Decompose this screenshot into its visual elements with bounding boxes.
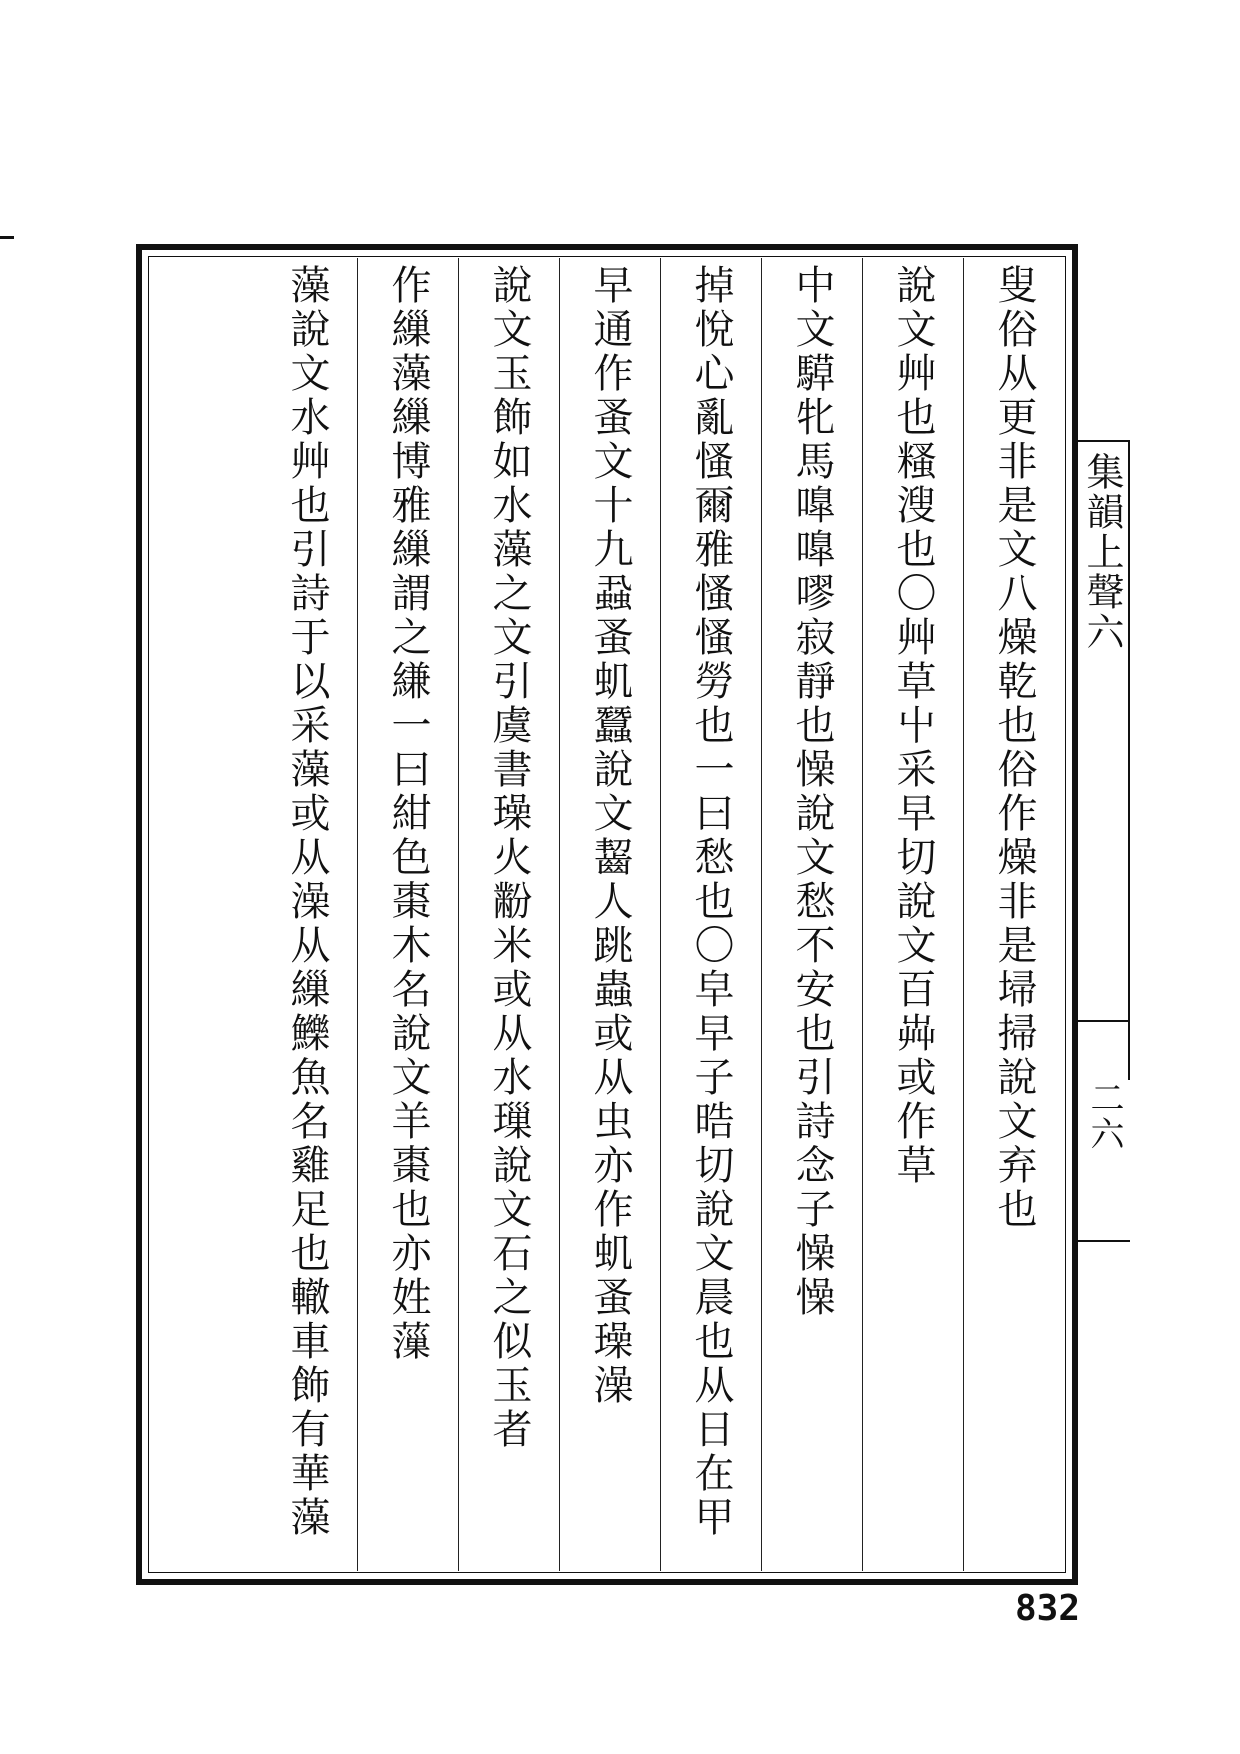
- text-columns: [150, 258, 1064, 1571]
- book-title-margin: 集韻上聲六: [1078, 440, 1130, 1080]
- margin-divider-lower: [1078, 1240, 1130, 1242]
- text-column-1: 叟俗从更非是文八燥乾也俗作燥非是埽掃說文弃也: [963, 258, 1064, 1571]
- leaf-number: 二六: [1084, 1080, 1124, 1152]
- margin-divider: [1078, 1020, 1130, 1022]
- text-column-3: 中文騲牝馬嘷嘷嘐寂靜也懆說文愁不安也引詩念子懆懆: [761, 258, 862, 1571]
- text-column-4: 掉悅心亂慅爾雅慅慅勞也一曰愁也〇皁早子晧切說文晨也从日在甲: [660, 258, 761, 1571]
- scan-mark: [0, 236, 14, 239]
- page-number: 832: [1014, 1588, 1080, 1629]
- text-column-7: 作繅藻繅博雅繅謂之縑一曰紺色棗木名說文羊棗也亦姓薻: [357, 258, 458, 1571]
- text-column-8: 藻說文水艸也引詩于以采藻或从澡从繅鱳魚名雞足也轍車飾有華藻: [284, 264, 330, 1540]
- text-column-2: 說文艸也糔溲也〇艸草屮采早切說文百芔或作草: [862, 258, 963, 1571]
- text-column-6: 說文玉飾如水藻之文引虞書璪火黺米或从水璅說文石之似玉者: [458, 258, 559, 1571]
- text-column-5: 早通作蚤文十九蝨蚤虮蠶說文齧人跳蟲或从虫亦作虮蚤璪澡: [559, 258, 660, 1571]
